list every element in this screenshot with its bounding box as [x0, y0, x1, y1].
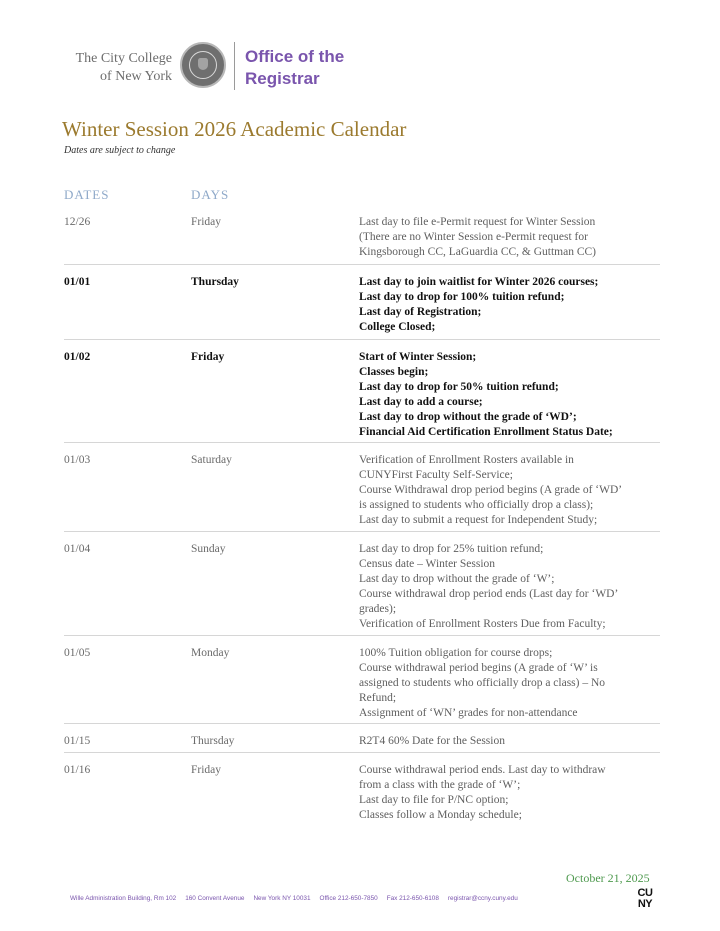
days-column-header: DAYS: [191, 187, 230, 202]
event-line: Last day to file e-Permit request for Winter Session: [359, 216, 596, 228]
header-divider: [234, 42, 235, 90]
event-line: Classes follow a Monday schedule;: [359, 809, 522, 821]
row-day: Monday: [191, 647, 230, 659]
event-line: assigned to students who officially drop a class) – No: [359, 677, 606, 689]
event-line: Classes begin;: [359, 366, 429, 378]
row-separator: [64, 723, 660, 724]
event-line: Last day of Registration;: [359, 306, 482, 318]
event-line: Last day to drop for 100% tuition refund;: [359, 291, 565, 303]
event-line: CUNYFirst Faculty Self-Service;: [359, 469, 513, 481]
event-line: Verification of Enrollment Rosters Due from Faculty;: [359, 618, 606, 630]
page-title: Winter Session 2026 Academic Calendar: [62, 117, 407, 141]
college-name: [62, 50, 172, 86]
event-line: R2T4 60% Date for the Session: [359, 735, 505, 747]
event-line: Last day to file for P/NC option;: [359, 794, 509, 806]
row-day: Thursday: [191, 735, 235, 747]
event-line: Last day to add a course;: [359, 396, 483, 408]
event-line: Start of Winter Session;: [359, 351, 477, 363]
office-name: [245, 46, 445, 90]
row-date: 01/05: [64, 647, 91, 659]
event-line: grades);: [359, 603, 397, 615]
row-date: 01/03: [64, 454, 91, 466]
row-separator: [64, 442, 660, 443]
row-events: [359, 542, 659, 632]
footer-address-item: Office 212-650-7850: [319, 895, 378, 902]
row-events: [359, 350, 659, 440]
event-line: 100% Tuition obligation for course drops;: [359, 647, 553, 659]
row-events: [359, 275, 659, 335]
college-name-line1: The City College: [75, 51, 172, 66]
footer-address-item: registrar@ccny.cuny.edu: [447, 895, 518, 902]
event-line: from a class with the grade of ‘W’;: [359, 779, 521, 791]
event-line: Last day to submit a request for Independent Study;: [359, 514, 598, 526]
row-date: 01/01: [64, 276, 91, 288]
event-line: Last day to drop without the grade of ‘W’;: [359, 573, 555, 585]
event-line: Last day to drop for 50% tuition refund;: [359, 381, 559, 393]
row-day: Friday: [191, 216, 222, 228]
event-line: (There are no Winter Session e-Permit request for: [359, 231, 588, 243]
row-day: Saturday: [191, 454, 232, 466]
row-separator: [64, 531, 660, 532]
college-name-line2: of New York: [100, 69, 172, 84]
event-line: Verification of Enrollment Rosters available in: [359, 454, 574, 466]
event-line: Last day to drop without the grade of ‘WD’;: [359, 411, 577, 423]
cuny-logo-line2: NY: [637, 898, 653, 910]
event-line: Last day to drop for 25% tuition refund;: [359, 543, 544, 555]
college-seal-icon: [180, 42, 226, 88]
row-day: Sunday: [191, 543, 226, 555]
dates-column-header: DATES: [64, 187, 110, 202]
row-events: [359, 734, 659, 749]
event-line: Financial Aid Certification Enrollment Status Date;: [359, 426, 613, 438]
row-separator: [64, 635, 660, 636]
footer-address-item: New York NY 10031: [253, 895, 311, 902]
revision-date: October 21, 2025: [566, 871, 650, 885]
cuny-logo-line1: CU: [637, 887, 653, 899]
row-separator: [64, 752, 660, 753]
row-date: 01/16: [64, 764, 91, 776]
event-line: Course withdrawal drop period ends (Last day for ‘WD’: [359, 588, 619, 600]
event-line: Course Withdrawal drop period begins (A grade of ‘WD’: [359, 484, 623, 496]
row-date: 12/26: [64, 216, 91, 228]
row-separator: [64, 339, 660, 340]
office-name-line2: Registrar: [245, 69, 320, 88]
page-subtitle: Dates are subject to change: [64, 145, 176, 156]
event-line: Course withdrawal period ends. Last day to withdraw: [359, 764, 606, 776]
row-date: 01/02: [64, 351, 91, 363]
row-day: Thursday: [191, 276, 239, 288]
cuny-logo: [632, 888, 658, 912]
row-events: [359, 215, 659, 260]
event-line: Census date – Winter Session: [359, 558, 496, 570]
row-separator: [64, 264, 660, 265]
row-day: Friday: [191, 351, 225, 363]
row-events: [359, 453, 659, 528]
letterhead: [62, 40, 482, 100]
row-date: 01/04: [64, 543, 91, 555]
event-line: Last day to join waitlist for Winter 2026 courses;: [359, 276, 599, 288]
office-name-line1: Office of the: [245, 47, 345, 66]
row-date: 01/15: [64, 735, 91, 747]
footer-address: [70, 895, 630, 902]
event-line: Assignment of ‘WN’ grades for non-attendance: [359, 707, 578, 719]
event-line: Kingsborough CC, LaGuardia CC, & Guttman CC): [359, 246, 597, 258]
row-day: Friday: [191, 764, 222, 776]
footer-address-item: Fax 212-650-6108: [386, 895, 439, 902]
row-events: [359, 646, 659, 721]
event-line: Course withdrawal period begins (A grade of ‘W’ is: [359, 662, 598, 674]
event-line: Refund;: [359, 692, 397, 704]
footer-address-item: Wille Administration Building, Rm 102: [70, 895, 177, 902]
event-line: is assigned to students who officially drop a class);: [359, 499, 594, 511]
event-line: College Closed;: [359, 321, 436, 333]
row-events: [359, 763, 659, 823]
footer-address-item: 160 Convent Avenue: [185, 895, 245, 902]
